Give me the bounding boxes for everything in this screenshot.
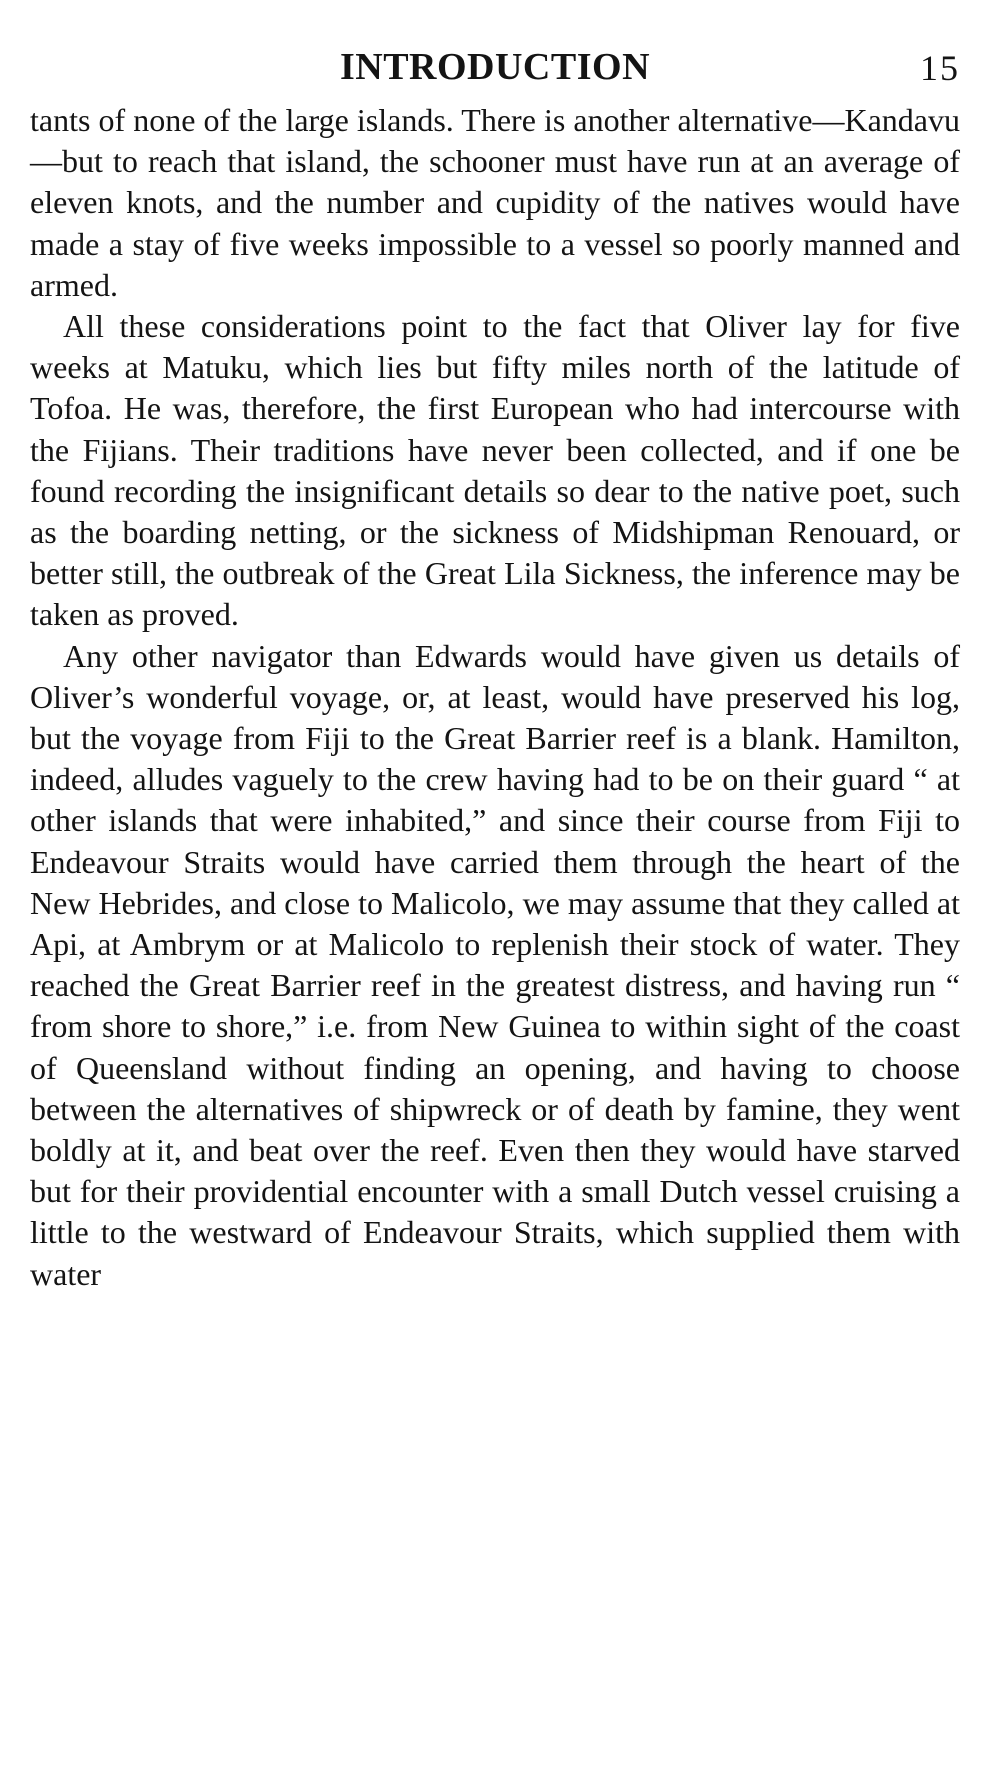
- running-title: INTRODUCTION: [339, 46, 651, 88]
- body-text: [30, 100, 960, 1295]
- paragraph-3: Any other navigator than Edwards would have given us details of Oliver’s wonderful voyage, or, at least, would have preserved his log, but the voyage from Fiji to the Great Barrier reef is a blank. Hamilton, indeed, alludes vaguely to the crew having had to be on their guard “ at other islands that were inhabited,” and since their course from Fiji to Endeavour Straits would have carried them through the heart of the New Hebrides, and close to Malicolo, we may assume that they called at Api, at Ambrym or at Malicolo to replenish their stock of water. They reached the Great Barrier reef in the greatest distress, and having run “ from shore to shore,” i.e. from New Guinea to within sight of the coast of Queensland without finding an opening, and having to choose between the alternatives of shipwreck or of death by famine, they went boldly at it, and beat over the reef. Even then they would have starved but for their providential encounter with a small Dutch vessel cruising a little to the westward of Endeavour Straits, which supplied them with water: [30, 637, 960, 1292]
- paragraph-2: All these considerations point to the fact that Oliver lay for five weeks at Matuku, which lies but fifty miles north of the latitude of Tofoa. He was, therefore, the first European who had intercourse with the Fijians. Their traditions have never been collected, and if one be found recording the insignificant details so dear to the native poet, such as the boarding netting, or the sickness of Midshipman Renouard, or better still, the outbreak of the Great Lila Sickness, the inference may be taken as proved.: [30, 308, 960, 633]
- page-header: [30, 44, 960, 94]
- page-number: 15: [920, 48, 960, 88]
- paragraph-1: tants of none of the large islands. There is another alternative—Kandavu—but to reach that island, the schooner must have run at an average of eleven knots, and the number and cupidity of the natives would have made a stay of five weeks impossible to a vessel so poorly manned and armed.: [30, 102, 960, 303]
